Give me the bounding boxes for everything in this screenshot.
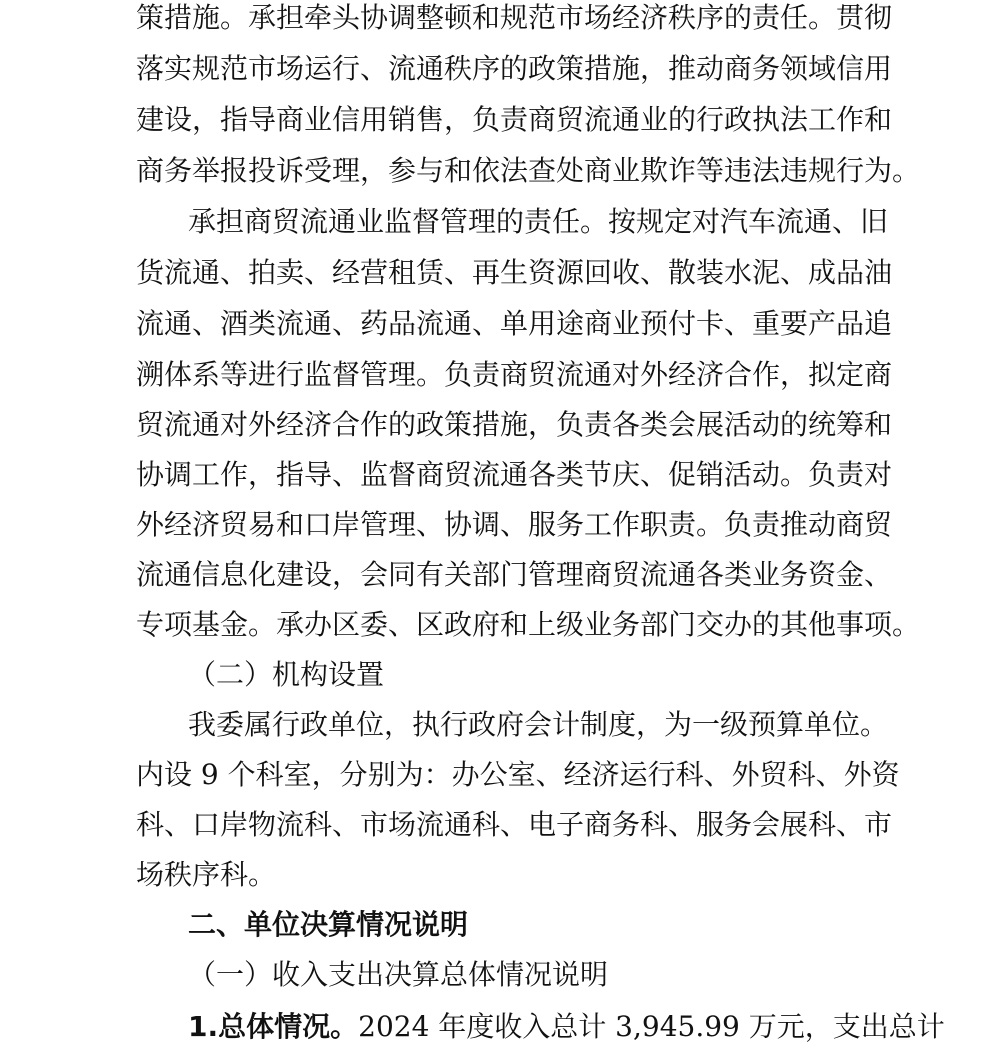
paragraph-line: 协调工作，指导、监督商贸流通各类节庆、促销活动。负责对 <box>136 458 893 491</box>
paragraph-line: 建设，指导商业信用销售，负责商贸流通业的行政执法工作和 <box>136 103 893 136</box>
paragraph-line: 承担商贸流通业监督管理的责任。按规定对汽车流通、旧 <box>188 205 889 238</box>
section-heading: （二）机构设置 <box>188 658 385 691</box>
paragraph-line: 贸流通对外经济合作的政策措施，负责各类会展活动的统筹和 <box>136 408 893 441</box>
paragraph-text: 2024 年度收入总计 3,945.99 万元，支出总计 <box>358 1010 945 1043</box>
paragraph-line: 货流通、拍卖、经营租赁、再生资源回收、散装水泥、成品油 <box>136 256 893 289</box>
paragraph-line: 外经济贸易和口岸管理、协调、服务工作职责。负责推动商贸 <box>136 508 893 541</box>
paragraph-line: 专项基金。承办区委、区政府和上级业务部门交办的其他事项。 <box>136 608 921 641</box>
paragraph-line: 我委属行政单位，执行政府会计制度，为一级预算单位。 <box>188 708 889 741</box>
paragraph-line: 溯体系等进行监督管理。负责商贸流通对外经济合作，拟定商 <box>136 358 893 391</box>
paragraph-line: 科、口岸物流科、市场流通科、电子商务科、服务会展科、市 <box>136 808 893 841</box>
paragraph-line: 落实规范市场运行、流通秩序的政策措施，推动商务领域信用 <box>136 52 893 85</box>
paragraph-line: 策措施。承担牵头协调整顿和规范市场经济秩序的责任。贯彻 <box>136 1 893 34</box>
chapter-heading: 二、单位决算情况说明 <box>188 908 469 941</box>
paragraph-line: 商务举报投诉受理，参与和依法查处商业欺诈等违法违规行为。 <box>136 154 921 187</box>
bold-lead-text: 1.总体情况。 <box>188 1010 359 1043</box>
paragraph-line: 场秩序科。 <box>136 858 277 891</box>
section-heading: （一）收入支出决算总体情况说明 <box>188 958 609 991</box>
paragraph-line: 流通信息化建设，会同有关部门管理商贸流通各类业务资金、 <box>136 558 893 591</box>
paragraph-line <box>188 1002 945 1052</box>
paragraph-line: 流通、酒类流通、药品流通、单用途商业预付卡、重要产品追 <box>136 307 893 340</box>
paragraph-line: 内设 9 个科室，分别为：办公室、经济运行科、外贸科、外资 <box>136 758 900 791</box>
